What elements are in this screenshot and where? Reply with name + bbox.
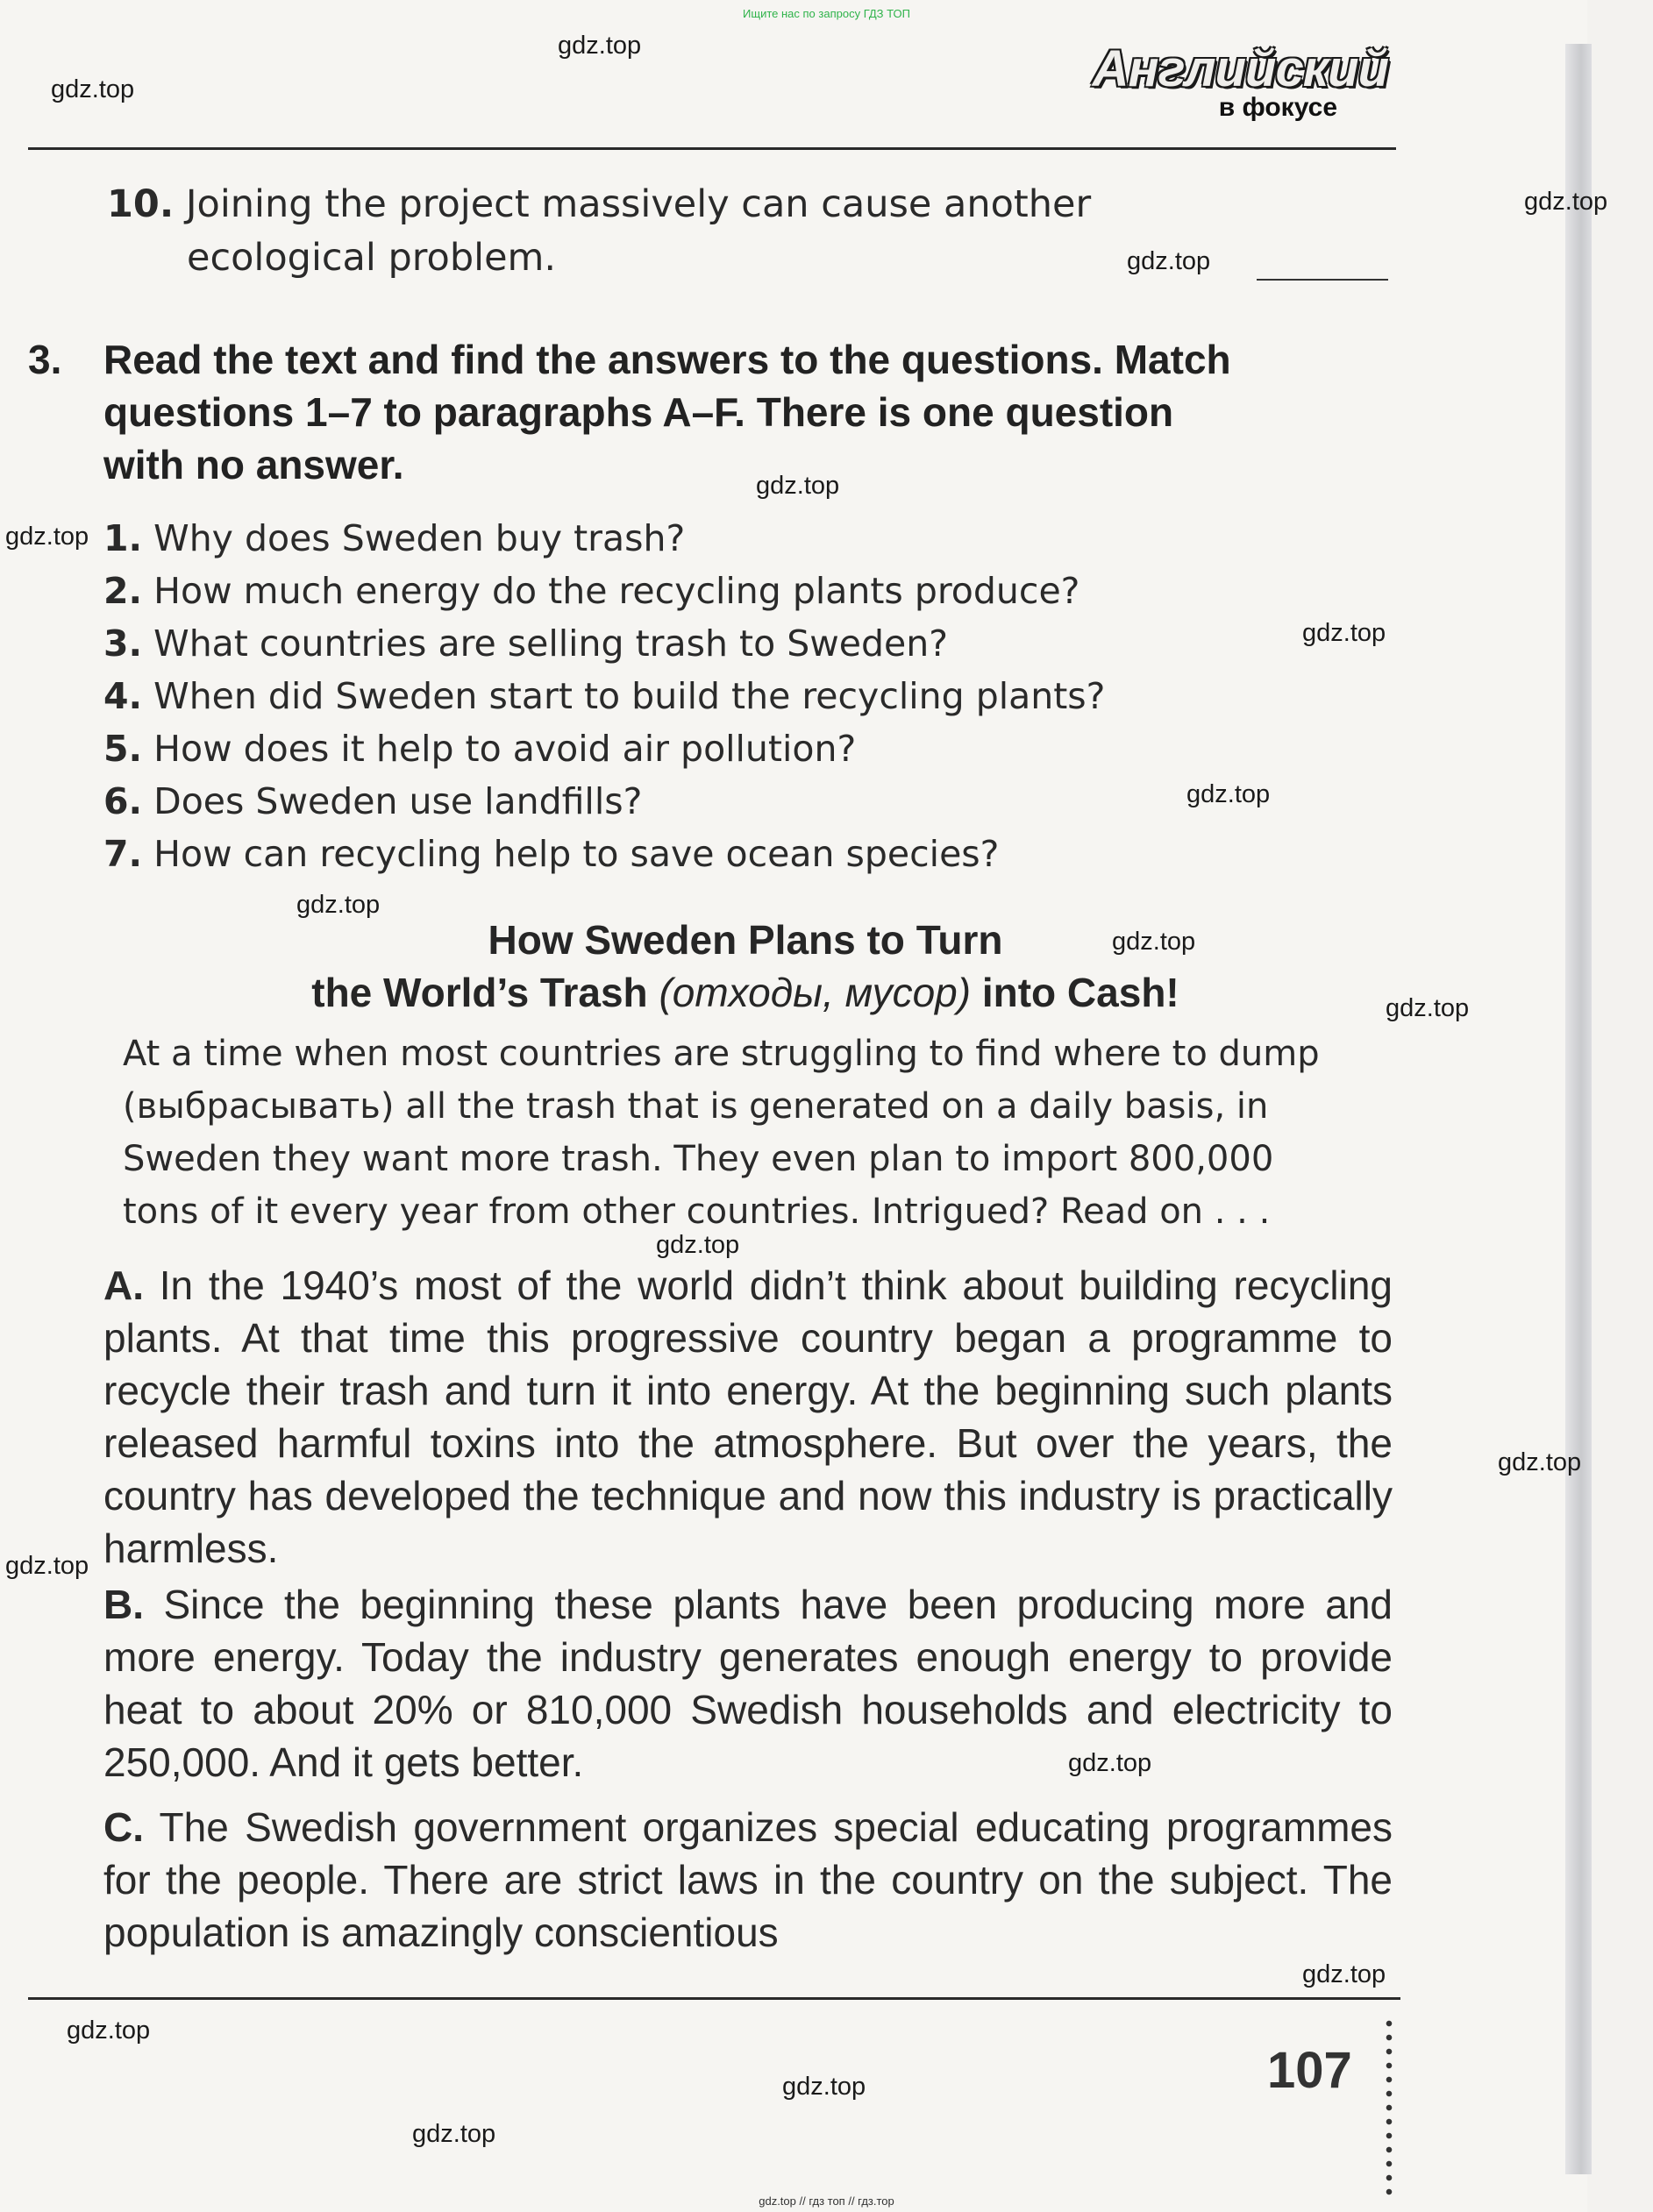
question-number: 7. <box>103 833 143 875</box>
paragraph-a <box>103 1259 1393 1575</box>
watermark: gdz.top <box>1386 994 1470 1022</box>
paragraph-letter: A. <box>103 1262 144 1308</box>
question-1 <box>103 512 685 565</box>
watermark: gdz.top <box>1186 780 1271 808</box>
textbook-logo <box>1092 40 1399 125</box>
watermark: gdz.top <box>1112 928 1196 956</box>
task-3-heading-line2: questions 1–7 to paragraphs A–F. There is one question <box>103 389 1174 435</box>
title-gloss: (отходы, мусор) <box>659 970 972 1015</box>
paragraph-text: Since the beginning these plants have been producing more and more energy. Today the industry generates enough energy to provide heat to about 20% or 810,000 Swedish households and electricity to 250,000. And it gets better. <box>103 1582 1393 1785</box>
watermark: gdz.top <box>5 523 89 551</box>
logo-title: Английский <box>1092 40 1388 97</box>
question-4 <box>103 670 1105 722</box>
watermark: gdz.top <box>67 2016 151 2045</box>
question-text: How does it help to avoid air pollution? <box>153 728 857 770</box>
item-10-text: Joining the project massively can cause another <box>185 182 1092 226</box>
paragraph-text: The Swedish government organizes special educating programmes for the people. There are strict laws in the country on the subject. The population is amazingly conscientious <box>103 1804 1393 1955</box>
question-number: 3. <box>103 622 143 665</box>
watermark: gdz.top <box>782 2073 866 2101</box>
item-10-number: 10. <box>107 182 175 226</box>
intro-line3: Sweden they want more trash. They even plan to import 800,000 <box>123 1139 1274 1179</box>
question-text: How much energy do the recycling plants produce? <box>153 570 1080 612</box>
task-3-heading-line3: with no answer. <box>103 442 404 487</box>
question-number: 4. <box>103 675 143 717</box>
item-10-line1 <box>107 178 1091 231</box>
question-6 <box>103 775 642 828</box>
bottom-banner[interactable]: gdz.top // гдз топ // гдз.тор <box>759 2194 894 2208</box>
watermark: gdz.top <box>1068 1749 1152 1777</box>
paragraph-letter: C. <box>103 1804 144 1850</box>
article-title-line1: How Sweden Plans to Turn <box>488 917 1003 963</box>
watermark: gdz.top <box>1302 1960 1386 1988</box>
question-text: Why does Sweden buy trash? <box>153 517 686 559</box>
item-10-line2: ecological problem. <box>187 236 557 280</box>
watermark: gdz.top <box>51 75 135 103</box>
footer-rule <box>28 1997 1400 2000</box>
header-rule <box>28 147 1396 150</box>
intro-line4: tons of it every year from other countries. Intrigued? Read on . . . <box>123 1191 1271 1232</box>
page-number: 107 <box>1267 2042 1352 2099</box>
watermark: gdz.top <box>1302 619 1386 647</box>
paragraph-c <box>103 1801 1393 1959</box>
question-number: 1. <box>103 517 143 559</box>
question-text: How can recycling help to save ocean species? <box>153 833 1000 875</box>
question-number: 6. <box>103 780 143 822</box>
answer-blank <box>1257 279 1388 281</box>
intro-line2: (выбрасывать) all the trash that is generated on a daily basis, in <box>123 1086 1269 1127</box>
article-title-line2 <box>132 966 1359 1019</box>
title-part: into Cash! <box>971 970 1179 1015</box>
watermark: gdz.top <box>412 2120 496 2148</box>
watermark: gdz.top <box>1524 188 1608 216</box>
watermark: gdz.top <box>756 472 840 500</box>
dotted-margin <box>1386 2016 1393 2201</box>
task-3-number: 3. <box>28 337 62 382</box>
intro-line1: At a time when most countries are struggling to find where to dump <box>123 1034 1320 1074</box>
question-number: 2. <box>103 570 143 612</box>
paragraph-b <box>103 1578 1393 1789</box>
paragraph-letter: B. <box>103 1582 144 1627</box>
paragraph-text: In the 1940’s most of the world didn’t think about building recycling plants. At that time this progressive country began a programme to recycle their trash and turn it into energy. At the beginning such plants released harmful toxins into the atmosphere. But over the years, the country has developed the technique and now this industry is practically harmless. <box>103 1262 1393 1571</box>
question-number: 5. <box>103 728 143 770</box>
question-text: When did Sweden start to build the recycling plants? <box>153 675 1106 717</box>
question-3 <box>103 617 948 670</box>
question-7 <box>103 828 999 880</box>
question-text: Does Sweden use landfills? <box>153 780 643 822</box>
watermark: gdz.top <box>1498 1448 1582 1476</box>
watermark: gdz.top <box>656 1231 740 1259</box>
page-edge <box>1565 44 1592 2174</box>
task-3-heading-line1: Read the text and find the answers to the questions. Match <box>103 337 1231 382</box>
question-5 <box>103 722 856 775</box>
question-text: What countries are selling trash to Sweden? <box>153 622 948 665</box>
question-2 <box>103 565 1079 617</box>
top-banner[interactable]: Ищите нас по запросу ГДЗ ТОП <box>743 7 910 20</box>
title-part: the World’s Trash <box>311 970 659 1015</box>
watermark: gdz.top <box>1127 247 1211 275</box>
logo-subtitle: в фокусе <box>1218 93 1337 122</box>
watermark: gdz.top <box>296 891 381 919</box>
watermark: gdz.top <box>5 1552 89 1580</box>
watermark: gdz.top <box>558 32 642 60</box>
